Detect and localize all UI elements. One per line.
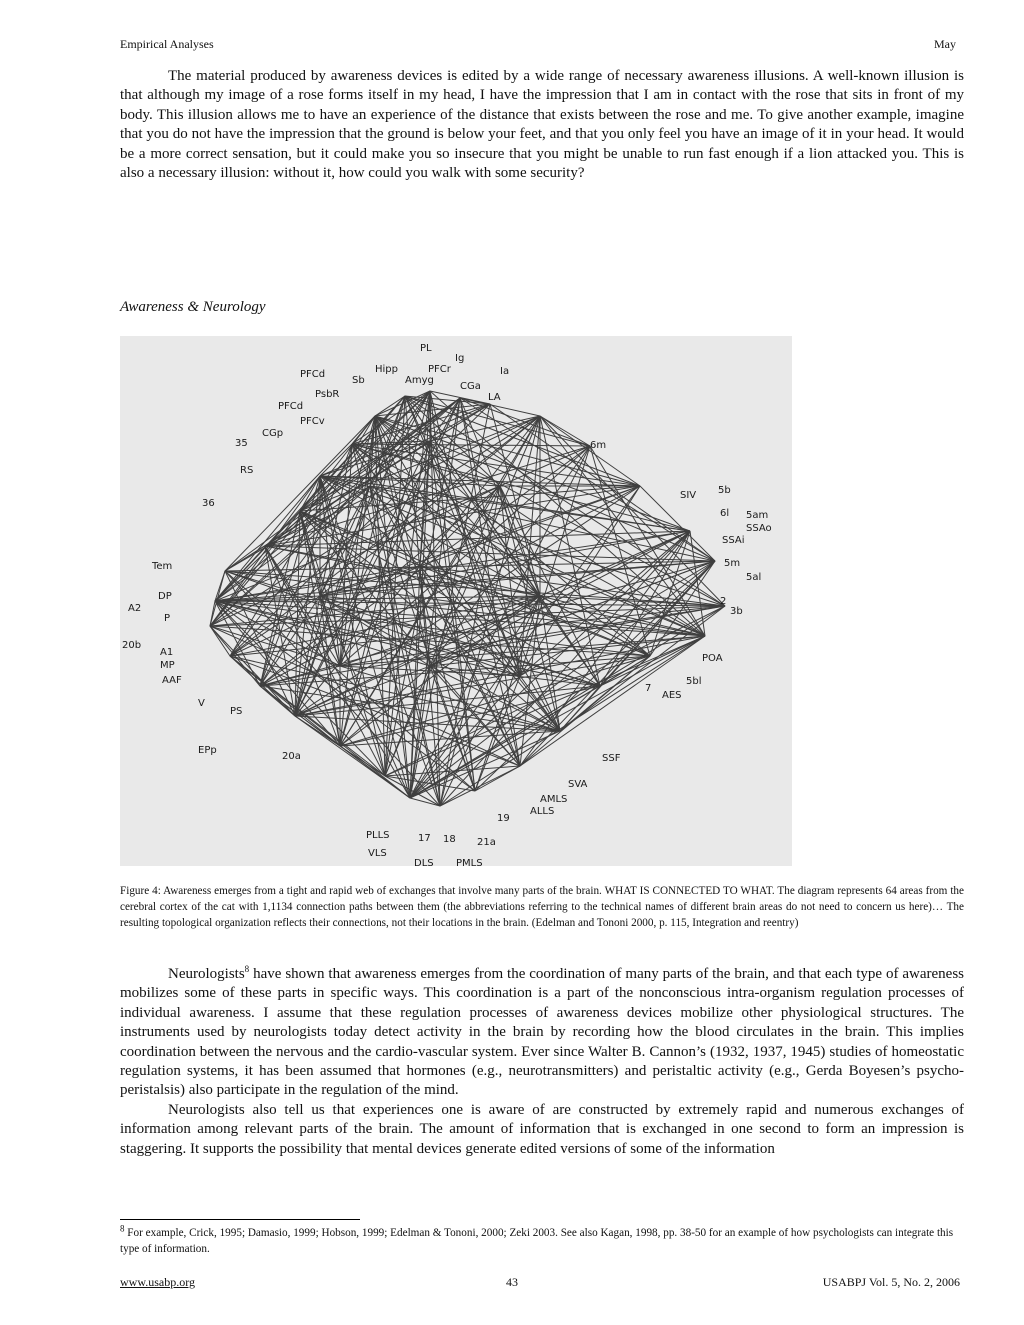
- area-label: A2: [128, 603, 142, 614]
- running-header-left: Empirical Analyses: [120, 37, 214, 51]
- footnote-text: For example, Crick, 1995; Damasio, 1999; Hobson, 1999; Edelman & Tononi, 2000; Zeki 2003. See also Kagan, 1998, pp. 38-50 for an example of how psychologists can integrate this type of information.: [120, 1227, 954, 1255]
- area-label: ALLS: [530, 806, 555, 817]
- connection-line: [540, 596, 600, 686]
- area-label: A1: [160, 647, 174, 658]
- area-label: SSAo: [746, 523, 772, 534]
- connection-line: [225, 486, 370, 571]
- figure-caption: Figure 4: Awareness emerges from a tight and rapid web of exchanges that involve many parts of the brain. WHAT IS CONNECTED TO WHAT. The diagram represents 64 areas from the cerebral cortex of the cat with 1,1134 connection paths between them (the abbreviations referring to the technical names of different brain areas do not need to concern us here)… The resulting topological organization reflects their connections, not their locations in the brain. (Edelman and Tononi 2000, p. 115, Integration and reentry): [120, 885, 964, 930]
- area-label: SSF: [602, 753, 621, 764]
- area-label: PFCd: [278, 401, 304, 412]
- area-label: 21a: [477, 837, 496, 848]
- area-label: SIV: [680, 490, 697, 501]
- area-label: PFCd: [300, 369, 326, 380]
- footer-journal: USABPJ Vol. 5, No. 2, 2006: [822, 1275, 960, 1289]
- connection-line: [215, 601, 385, 776]
- section-heading: Awareness & Neurology: [120, 299, 266, 315]
- footnote-number: 8: [120, 1223, 125, 1234]
- running-header-right: May: [934, 37, 956, 51]
- area-label: 3b: [730, 606, 743, 617]
- connection-line: [410, 676, 520, 798]
- area-label: PLLS: [366, 830, 390, 841]
- area-label: AES: [662, 690, 682, 701]
- area-label: PFCv: [300, 416, 325, 427]
- area-label: 2: [720, 596, 727, 607]
- area-label: MP: [160, 660, 175, 671]
- connection-web: [210, 391, 725, 806]
- area-label: 19: [497, 813, 510, 824]
- footnote-rule: [120, 1219, 360, 1220]
- area-label: 18: [443, 834, 456, 845]
- area-label: 5b: [718, 485, 731, 496]
- area-label: EPp: [198, 745, 217, 756]
- area-label: 17: [418, 833, 431, 844]
- area-label: Amyg: [405, 375, 434, 386]
- footnote-ref: 8: [244, 964, 250, 974]
- area-label: DP: [158, 591, 172, 602]
- area-label: 5am: [746, 510, 769, 521]
- area-label: POA: [702, 653, 723, 664]
- area-label: DLS: [414, 858, 434, 866]
- area-label: Ia: [500, 366, 510, 377]
- area-label: PFCr: [428, 364, 451, 375]
- paragraph-exchanges: Neurologists also tell us that experiences one is aware of are constructed by extremely rapid and numerous exchanges of information among relevant parts of the brain. The amount of information that is exchanged in one second to form an impression is staggering. It supports the possibility that mental devices generate edited versions of some of the information: [120, 1101, 964, 1157]
- connection-line: [265, 398, 460, 546]
- area-label: LA: [488, 392, 501, 403]
- area-label: SVA: [568, 779, 588, 790]
- paragraph-neurologists: [120, 965, 964, 1159]
- area-label: 5al: [746, 572, 762, 583]
- page-number: 43: [506, 1275, 518, 1289]
- area-label: 35: [235, 438, 248, 449]
- area-label: Ig: [455, 353, 465, 364]
- area-label: Hipp: [375, 364, 398, 375]
- area-label: 5m: [724, 558, 741, 569]
- area-label: PL: [420, 343, 432, 354]
- area-label: Sb: [352, 375, 365, 386]
- footnote: [120, 1223, 964, 1257]
- brain-connectivity-figure: [120, 336, 792, 866]
- area-label: 5bl: [686, 676, 702, 687]
- area-label: AMLS: [540, 794, 568, 805]
- area-label: VLS: [368, 848, 387, 859]
- connection-line: [410, 798, 440, 806]
- connection-line: [340, 746, 410, 798]
- connection-line: [300, 404, 490, 511]
- intro-paragraph: [120, 67, 964, 183]
- area-label: AAF: [162, 675, 182, 686]
- connectivity-diagram: [120, 336, 792, 866]
- paragraph-neurologists-body: have shown that awareness emerges from the coordination of many parts of the brain, and that each type of awareness mobilizes some of these parts in specific ways. This coordination is a part of the nonconscious intra-organism regulation processes of individual awareness. I assume that these regulation processes of awareness devices mobilize other physiological structures. The instruments used by neurologists today detect activity in the brain by recording how the blood circulates in the brain. This implies coordination between the nervous and the cardio-vascular system. Ever since Walter B. Cannon’s (1932, 1937, 1945) studies of homeostatic regulation systems, it has been assumed that hormones (e.g., neurotransmitters) and peristaltic activity (e.g., Gerda Boyesen’s psycho-peristalsis) also participate in the regulation of the mind.: [120, 966, 964, 1099]
- connection-line: [430, 391, 490, 404]
- area-label: Tem: [152, 561, 173, 572]
- area-label: PMLS: [456, 858, 483, 866]
- area-label: 20b: [122, 640, 142, 651]
- area-label: 7: [645, 683, 652, 694]
- area-label: 6l: [720, 508, 730, 519]
- area-label: PsbR: [315, 389, 340, 400]
- paragraph-neurologists-lead: Neurologists: [168, 966, 245, 982]
- intro-paragraph-text: The material produced by awareness devices is edited by a wide range of necessary awareness illusions. A well-known illusion is that although my image of a rose forms itself in my head, I have the impression that I am in contact with the rose that sits in front of my body. This illusion allows me to have an experience of the distance that exists between the rose and me. To give another example, imagine that you do not have the impression that the ground is below your feet, and that you only feel you have an image of it in your head. It would be a more correct sensation, but it could make you so insecure that you might be unable to run fast enough if a lion attacked you. This is also a necessary illusion: without it, how could you walk with some security?: [120, 68, 964, 182]
- area-label: P: [164, 613, 171, 624]
- connection-line: [560, 606, 725, 731]
- area-label: 36: [202, 498, 215, 509]
- connection-line: [540, 416, 640, 486]
- area-label: CGa: [460, 381, 481, 392]
- connection-line: [640, 486, 715, 561]
- area-label: PS: [230, 706, 243, 717]
- area-label: RS: [240, 465, 254, 476]
- area-label: 6m: [590, 440, 607, 451]
- area-label: CGp: [262, 428, 284, 439]
- area-label: V: [198, 698, 205, 709]
- area-label: 20a: [282, 751, 301, 762]
- connection-line: [590, 446, 705, 636]
- footer-link[interactable]: www.usabp.org: [120, 1275, 195, 1289]
- area-label: SSAi: [722, 535, 745, 546]
